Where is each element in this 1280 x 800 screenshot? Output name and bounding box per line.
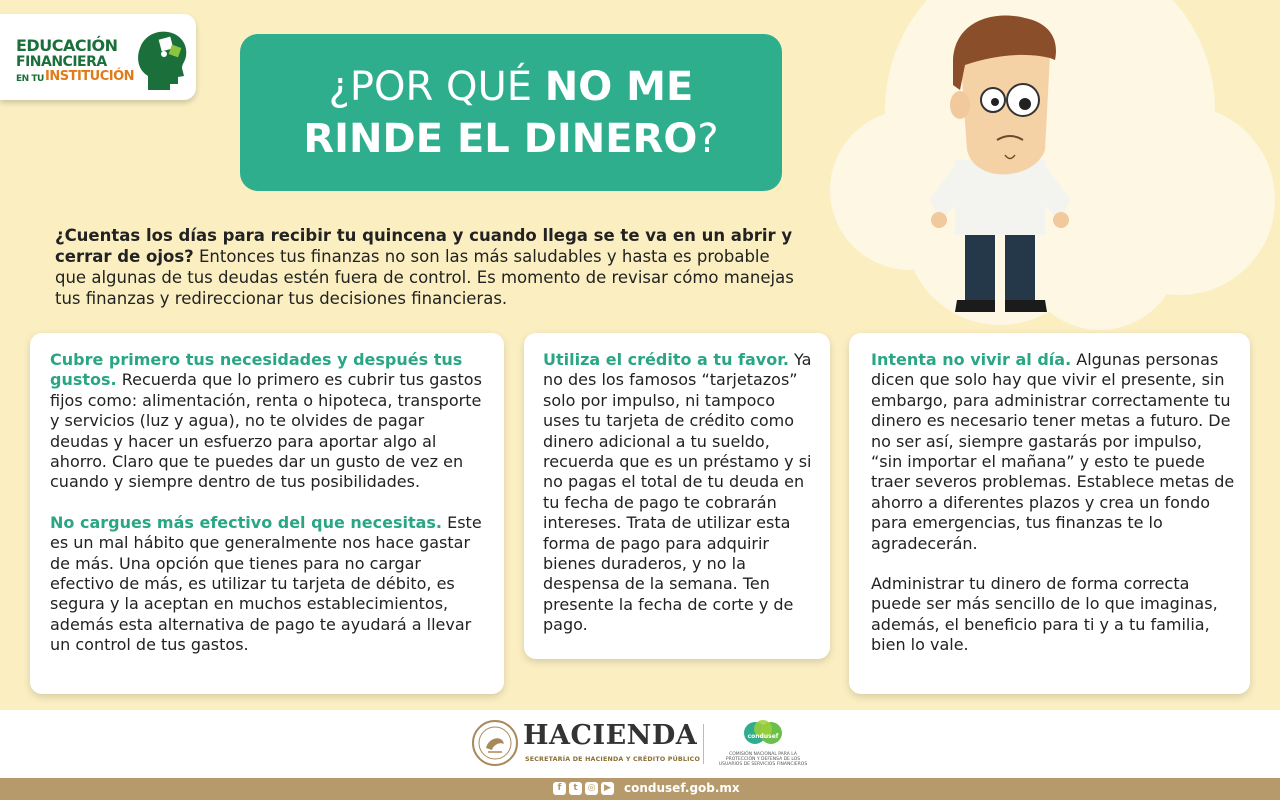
logo-line3a: EN TU [16,74,44,84]
condusef-subtitle: COMISIÓN NACIONAL PARA LA PROTECCIÓN Y DEFENSA DE LOS USUARIOS DE SERVICIOS FINANCIEROS [718,752,808,767]
condusef-logo-text: condusef [747,733,779,740]
card2-text1: Ya no des los famosos “tarjetazos” solo por impulso, ni tampoco uses tu tarjeta de crédito como dinero adicional a tu sueldo, recuerda que es un préstamo y si no pagas el total de tu deuda en tu fecha de pago te cobrarán intereses. Trata de utilizar esta forma de pago para adquirir bienes duraderos, y no la despensa de la semana. Ten presente la fecha de corte y de pago. [543,350,812,635]
page-title [240,34,782,191]
hacienda-subtitle: SECRETARÍA DE HACIENDA Y CRÉDITO PÚBLICO [525,756,701,763]
worried-man-illustration [905,0,1095,325]
mexico-seal-icon [472,720,518,766]
tip-card-future [849,333,1250,694]
tip-card-credit [524,333,830,659]
bottom-bar [0,778,1280,800]
card1-heading1: Cubre primero tus necesidades y después tus gustos. [50,350,463,390]
head-puzzle-icon [134,24,190,94]
tip-card-needs [30,333,504,694]
card3-heading1: Intenta no vivir al día. [871,350,1072,369]
title-part1: ¿POR QUÉ [328,63,545,110]
footer-divider [703,724,704,764]
hacienda-title: HACIENDA [523,720,698,751]
twitter-icon[interactable]: t [569,782,582,795]
card1-text2: Este es un mal hábito que generalmente nos hace gastar de más. Una opción que tienes para no cargar efectivo de más, es utilizar tu tarjeta de débito, es segura y la aceptan en muchos establecimientos, además esta alternativa de pago te ayudará a llevar un control de tus gastos. [50,512,482,655]
card3-paragraph1 [871,350,1236,554]
intro-paragraph [55,225,795,309]
social-icons [553,782,614,795]
card1-text1: Recuerda que lo primero es cubrir tus gastos fijos como: alimentación, renta o hipoteca, transporte y servicios (luz y agua), no te olvides de pagar deudas y hacer un esfuerzo para aportar algo al ahorro. Claro que te puedes dar un gusto de vez en cuando y siempre dentro de tus posibilidades. [50,370,482,492]
card2-heading1: Utiliza el crédito a tu favor. [543,350,789,369]
title-part2: NO ME [544,63,694,110]
card1-paragraph2 [50,513,484,656]
card1-paragraph1 [50,350,484,493]
card3-paragraph2: Administrar tu dinero de forma correcta puede ser más sencillo de lo que imaginas, además, el beneficio para ti y a tu familia, bien lo vale. [871,574,1218,655]
website-link[interactable]: condusef.gob.mx [624,781,740,795]
condusef-logo-icon [739,719,787,751]
card3-text1: Algunas personas dicen que solo hay que vivir el presente, sin embargo, para administrar correctamente tu dinero es necesario tener metas a futuro. De no ser así, siempre gastarás por impulso, “sin importar el mañana” y esto te puede traer severos problemas. Establece metas de ahorro a diferentes plazos y crea un fondo para emergencias, tus finanzas te lo agradecerán. [871,350,1235,553]
card2-paragraph1 [543,350,812,636]
instagram-icon[interactable]: ◎ [585,782,598,795]
facebook-icon[interactable]: f [553,782,566,795]
intro-question: ¿Cuentas los días para recibir tu quincena y cuando llega se te va en un abrir y cerrar de ojos? [55,226,793,266]
youtube-icon[interactable]: ▶ [601,782,614,795]
logo-line1: EDUCACIÓN [16,36,118,55]
card1-heading2: No cargues más efectivo del que necesitas. [50,512,443,532]
title-part4: ? [697,115,719,162]
logo-line3b: INSTITUCIÓN [45,69,135,84]
education-logo [0,14,196,100]
logo-line2: FINANCIERA [16,54,107,70]
title-part3: RINDE EL DINERO [303,115,698,162]
intro-text: Entonces tus finanzas no son las más saludables y hasta es probable que algunas de tus deudas estén fuera de control. Es momento de revisar cómo manejas tus finanzas y redireccionar tus decisiones financieras. [55,247,794,308]
footer [0,710,1280,778]
